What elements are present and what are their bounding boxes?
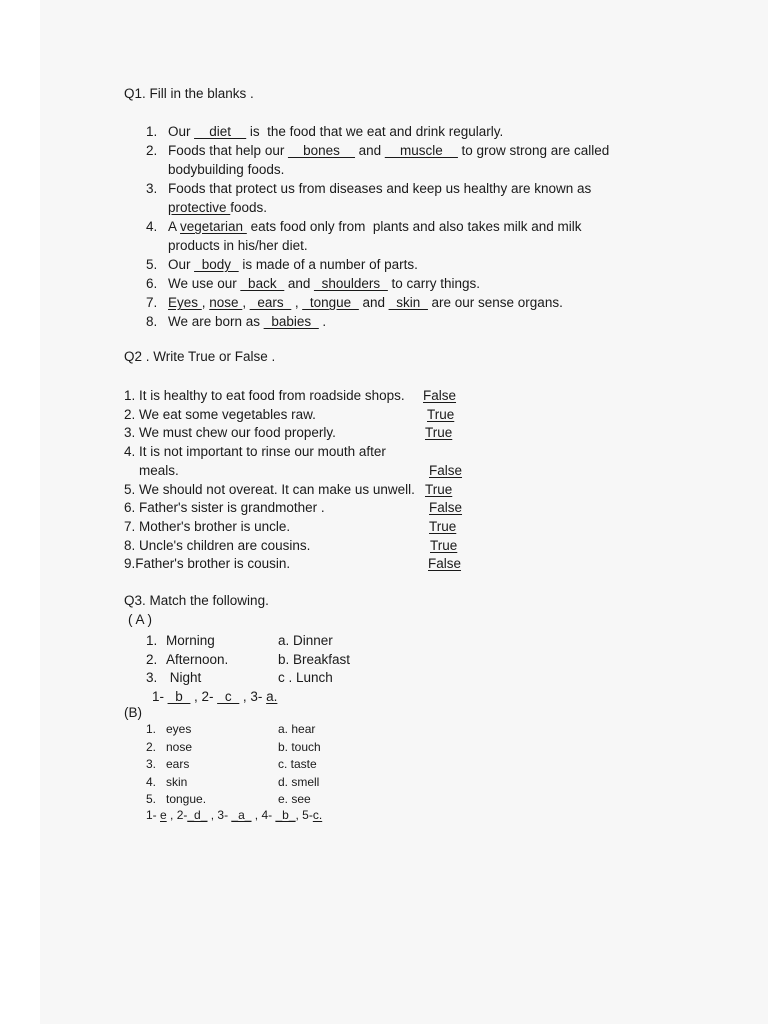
question-text: foods. — [230, 200, 268, 215]
question-text: 1- — [152, 689, 168, 704]
question-text: , 2- — [166, 808, 188, 822]
question-text: , 3- — [207, 808, 232, 822]
question-text: . — [318, 314, 327, 329]
answer-blank: c. — [312, 808, 323, 822]
q1-item — [146, 274, 480, 293]
q2-heading: Q2 . Write True or False . — [124, 349, 276, 364]
q1-item — [146, 236, 308, 255]
match-right-item: b. touch — [278, 739, 321, 754]
tf-answer: True — [429, 518, 457, 534]
match-number: 3. — [146, 757, 157, 771]
question-text: is the food that we eat and drink regularly. — [246, 124, 504, 139]
answer-blank: e — [160, 808, 167, 822]
q3-part-b-answer — [146, 808, 322, 822]
tf-statement: 5. We should not overeat. It can make us unwell. — [124, 481, 415, 497]
match-left-item: Afternoon. — [166, 651, 229, 667]
match-number: 1. — [146, 722, 157, 736]
item-number: 1. — [146, 124, 158, 139]
question-text: Our — [168, 257, 195, 272]
answer-blank: _b_ — [275, 808, 296, 822]
match-number: 3. — [146, 670, 158, 686]
answer-blank: protective — [168, 200, 231, 215]
tf-statement: 1. It is healthy to eat food from roadside shops. — [124, 388, 405, 403]
tf-statement: meals. — [124, 462, 179, 478]
match-number: 1. — [146, 633, 158, 648]
tf-answer: True — [425, 425, 453, 441]
answer-blank: _babies_ — [263, 314, 319, 329]
answer-blank: _c_ — [217, 689, 240, 704]
answer-blank: _d_ — [187, 808, 208, 822]
question-text: We use our — [168, 276, 241, 291]
answer-blank: Eyes — [168, 295, 202, 310]
q3-heading: Q3. Match the following. — [124, 593, 269, 608]
tf-answer: False — [423, 388, 457, 403]
q1-item — [146, 255, 418, 274]
question-text: products in his/her diet. — [168, 238, 308, 253]
answer-blank: __diet__ — [194, 124, 247, 139]
item-number: 3. — [146, 181, 158, 196]
match-right-item: e. see — [278, 792, 311, 806]
question-text: and — [358, 295, 389, 310]
answer-blank: nose — [209, 295, 243, 310]
question-text: Our — [168, 124, 195, 139]
q1-item — [146, 141, 609, 160]
tf-answer: False — [428, 556, 462, 572]
match-right-item: c . Lunch — [278, 670, 333, 686]
tf-statement: 7. Mother's brother is uncle. — [124, 518, 291, 534]
q3-part-b-label: (B) — [124, 705, 142, 720]
q1-item — [146, 312, 326, 331]
item-number: 8. — [146, 314, 158, 329]
q3-part-a-label: ( A ) — [128, 612, 153, 627]
q1-item — [146, 293, 563, 312]
match-right-item: a. Dinner — [278, 633, 333, 648]
match-left-item: eyes — [166, 722, 192, 736]
question-text: to grow strong are called — [457, 143, 610, 158]
question-text: We are born as — [168, 314, 264, 329]
question-text: A — [168, 219, 181, 234]
item-number: 4. — [146, 219, 158, 234]
q3-part-a-answer — [152, 687, 277, 706]
q1-item — [146, 217, 581, 236]
question-text: to carry things. — [387, 276, 480, 291]
question-text: and — [354, 143, 385, 158]
tf-answer: False — [429, 500, 463, 516]
question-text: , 3- — [239, 689, 267, 704]
question-text: , — [201, 295, 210, 310]
tf-statement: 2. We eat some vegetables raw. — [124, 406, 316, 422]
item-number: 7. — [146, 295, 158, 310]
question-text: 1- — [146, 808, 161, 822]
item-number: 2. — [146, 143, 158, 158]
question-text: , 4- — [251, 808, 276, 822]
answer-blank: _back_ — [240, 276, 285, 291]
answer-blank: a. — [266, 689, 278, 704]
tf-statement: 4. It is not important to rinse our mouth after — [124, 444, 386, 460]
answer-blank: _skin_ — [388, 295, 428, 310]
q1-heading: Q1. Fill in the blanks . — [124, 86, 254, 101]
match-right-item: b. Breakfast — [278, 651, 351, 667]
item-number: 6. — [146, 276, 158, 291]
tf-statement: 3. We must chew our food properly. — [124, 425, 336, 441]
answer-blank: __bones__ — [288, 143, 355, 158]
question-text: bodybuilding foods. — [168, 162, 285, 177]
answer-blank: _a_ — [231, 808, 252, 822]
match-left-item: tongue. — [166, 792, 207, 806]
match-number: 4. — [146, 774, 157, 789]
match-left-item: skin — [166, 774, 188, 789]
question-text: , 5- — [295, 808, 313, 822]
answer-blank: _shoulders_ — [314, 276, 388, 291]
question-text: eats food only from plants and also takes milk and milk — [246, 219, 582, 234]
tf-answer: True — [425, 481, 453, 497]
item-number: 5. — [146, 257, 158, 272]
match-left-item: Morning — [166, 633, 215, 648]
match-right-item: c. taste — [278, 757, 317, 771]
question-text: Foods that protect us from diseases and keep us healthy are known as — [168, 181, 592, 196]
tf-answer: True — [427, 406, 455, 422]
answer-blank: vegetarian — [180, 219, 247, 234]
answer-blank: __muscle__ — [384, 143, 458, 158]
answer-blank: _ears_ — [249, 295, 292, 310]
question-text: , — [242, 295, 250, 310]
q1-item — [146, 122, 503, 141]
question-text: , 2- — [190, 689, 218, 704]
q1-item — [146, 179, 591, 198]
match-left-item: ears — [166, 757, 190, 771]
match-number: 2. — [146, 739, 157, 754]
match-number: 5. — [146, 792, 157, 806]
question-text: is made of a number of parts. — [238, 257, 418, 272]
question-text: Foods that help our — [168, 143, 289, 158]
question-text: , — [291, 295, 303, 310]
answer-blank: _body_ — [194, 257, 239, 272]
question-text: are our sense organs. — [427, 295, 563, 310]
answer-blank: _tongue_ — [302, 295, 359, 310]
match-left-item: Night — [166, 670, 202, 686]
tf-answer: False — [429, 462, 463, 478]
q1-item — [146, 160, 284, 179]
question-text: and — [284, 276, 315, 291]
q1-item — [146, 198, 267, 217]
match-number: 2. — [146, 651, 158, 667]
match-right-item: d. smell — [278, 774, 320, 789]
tf-answer: True — [430, 537, 458, 553]
match-right-item: a. hear — [278, 722, 316, 736]
tf-statement: 8. Uncle's children are cousins. — [124, 537, 311, 553]
answer-blank: _b_ — [167, 689, 191, 704]
tf-statement: 6. Father's sister is grandmother . — [124, 500, 325, 516]
tf-statement: 9.Father's brother is cousin. — [124, 556, 291, 572]
match-left-item: nose — [166, 739, 193, 754]
